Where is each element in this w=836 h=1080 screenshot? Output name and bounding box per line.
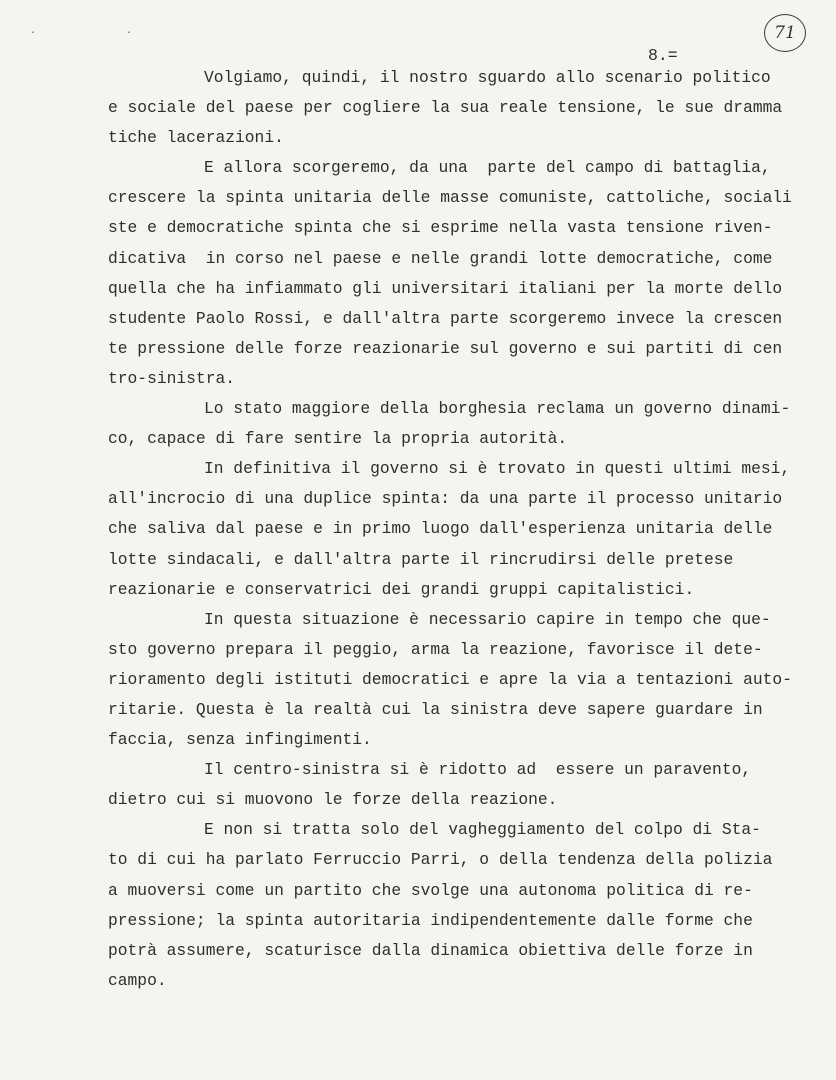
text-line: che saliva dal paese e in primo luogo dall'esperienza unitaria delle: [108, 519, 773, 539]
text-line: sto governo prepara il peggio, arma la reazione, favorisce il dete-: [108, 639, 763, 659]
text-line: Il centro-sinistra si è ridotto ad essere un paravento,: [204, 760, 752, 780]
text-line: studente Paolo Rossi, e dall'altra parte scorgeremo invece la crescen: [108, 308, 783, 328]
text-line: dicativa in corso nel paese e nelle grandi lotte democratiche, come: [108, 248, 773, 268]
text-line: co, capace di fare sentire la propria autorità.: [108, 429, 568, 449]
text-line: Volgiamo, quindi, il nostro sguardo allo scenario politico: [204, 68, 771, 87]
text-line: a muoversi come un partito che svolge una autonoma politica di re-: [108, 880, 753, 900]
text-line: to di cui ha parlato Ferruccio Parri, o della tendenza della polizia: [108, 850, 773, 870]
text-line: Lo stato maggiore della borghesia reclama un governo dinami-: [204, 399, 791, 419]
text-line: E allora scorgeremo, da una parte del campo di battaglia,: [204, 158, 771, 178]
archive-page-mark: 71: [764, 14, 806, 52]
text-line: potrà assumere, scaturisce dalla dinamica obiettiva delle forze in: [108, 940, 753, 960]
text-line: lotte sindacali, e dall'altra parte il rincrudirsi delle pretese: [108, 549, 734, 569]
text-line: e sociale del paese per cogliere la sua reale tensione, le sue dramma: [108, 98, 783, 118]
text-line: tiche lacerazioni.: [108, 128, 284, 148]
text-line: In definitiva il governo si è trovato in questi ultimi mesi,: [204, 459, 791, 479]
text-line: In questa situazione è necessario capire in tempo che que-: [204, 609, 771, 629]
text-line: faccia, senza infingimenti.: [108, 730, 372, 750]
paper-specks: · ·: [30, 28, 175, 39]
text-line: ste e democratiche spinta che si esprime nella vasta tensione riven-: [108, 218, 773, 238]
text-line: rioramento degli istituti democratici e apre la via a tentazioni auto-: [108, 669, 792, 689]
text-line: reazionarie e conservatrici dei grandi gruppi capitalistici.: [108, 579, 695, 599]
text-line: E non si tratta solo del vagheggiamento del colpo di Sta-: [204, 820, 761, 840]
text-line: ritarie. Questa è la realtà cui la sinistra deve sapere guardare in: [108, 699, 763, 719]
text-line: te pressione delle forze reazionarie sul governo e sui partiti di cen: [108, 338, 783, 358]
text-line: dietro cui si muovono le forze della reazione.: [108, 790, 558, 810]
text-line: campo.: [108, 970, 167, 990]
page-number: 8.=: [648, 46, 678, 65]
text-line: quella che ha infiammato gli universitari italiani per la morte dello: [108, 278, 783, 298]
body-text: [108, 63, 792, 996]
text-line: all'incrocio di una duplice spinta: da una parte il processo unitario: [108, 489, 783, 509]
text-line: pressione; la spinta autoritaria indipendentemente dalle forme che: [108, 910, 753, 930]
text-line: tro-sinistra.: [108, 368, 236, 388]
text-line: crescere la spinta unitaria delle masse comuniste, cattoliche, sociali: [108, 188, 792, 208]
